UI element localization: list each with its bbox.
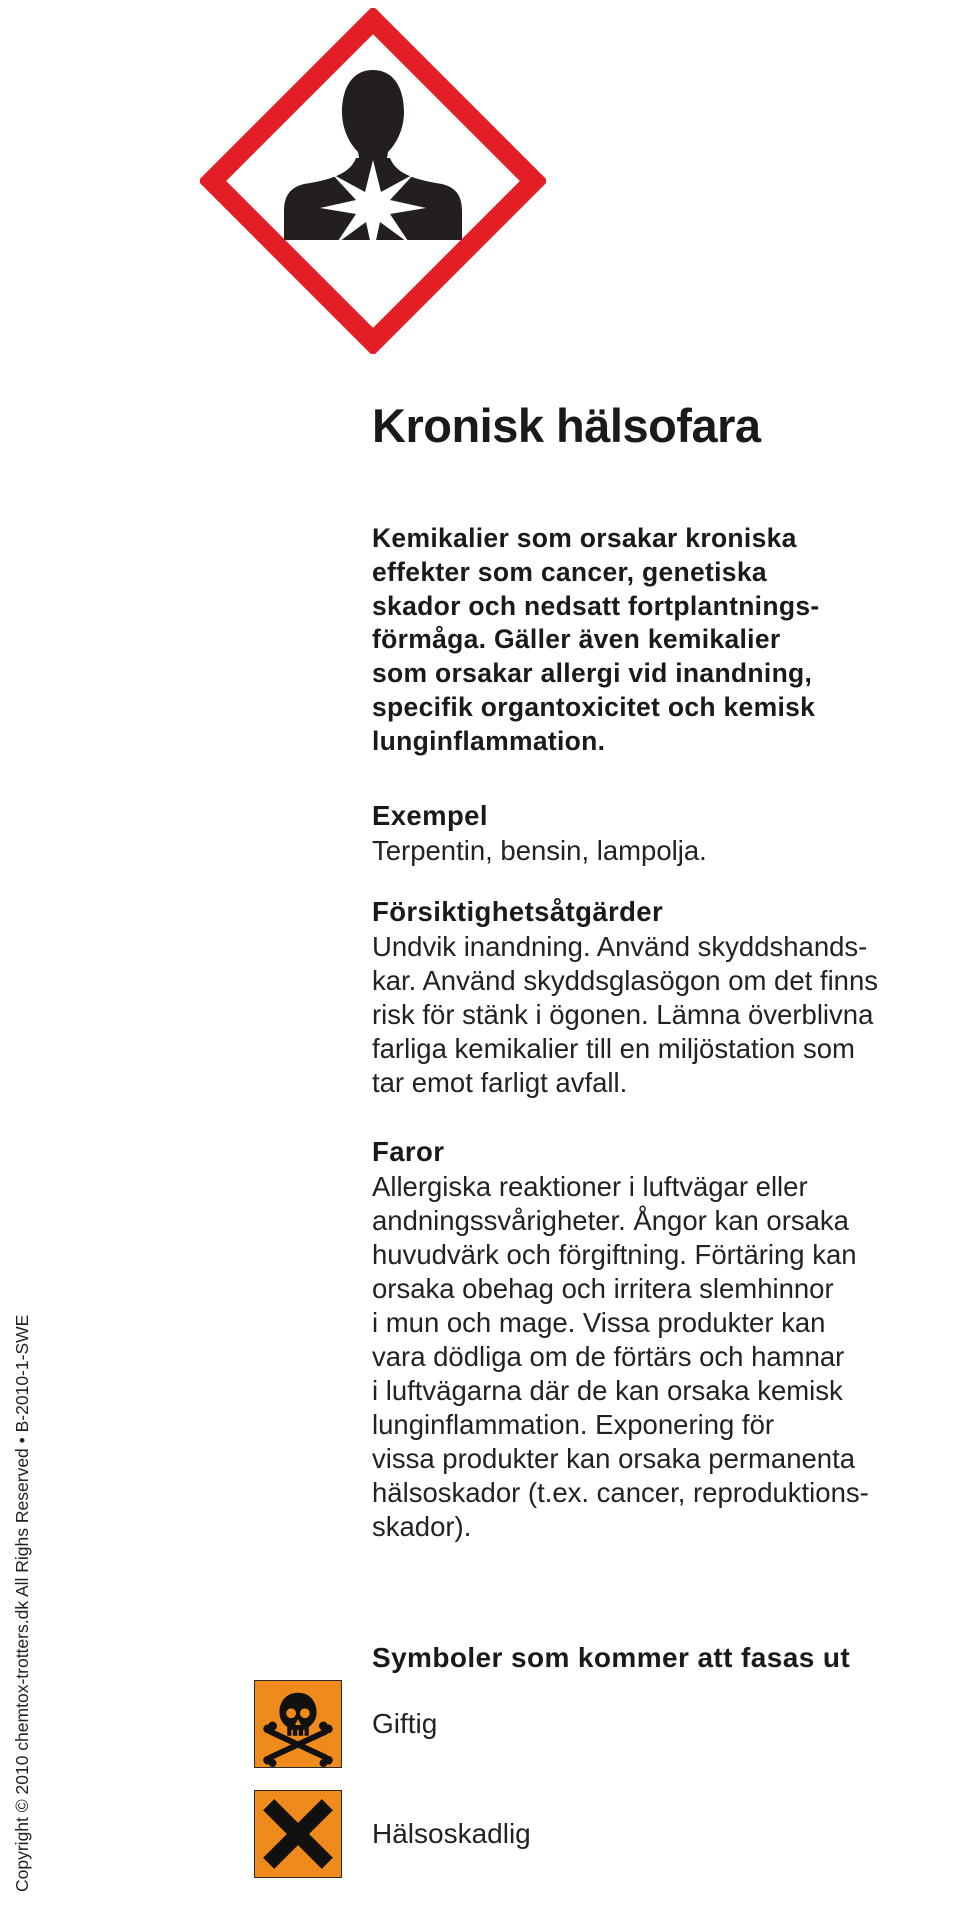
faror-line: vissa produkter kan orsaka permanenta xyxy=(372,1443,856,1474)
faror-line: lunginflammation. Exponering för xyxy=(372,1409,775,1440)
symbol-label-halsoskadlig: Hälsoskadlig xyxy=(372,1818,531,1849)
intro-line: specifik organtoxicitet och kemisk xyxy=(372,691,816,722)
copyright-text: Copyright © 2010 chemtox-trotters.dk All Righs Reserved • B-2010-1-SWE xyxy=(12,1314,32,1892)
forsiktighet-heading: Försiktighetsåtgärder xyxy=(372,896,664,927)
exempel-line: Terpentin, bensin, lampolja. xyxy=(372,835,707,866)
intro-line: skador och nedsatt fortplantnings- xyxy=(372,590,820,621)
faror-line: hälsoskador (t.ex. cancer, reproduktions- xyxy=(372,1477,869,1508)
forsiktighet-line: risk för stänk i ögonen. Lämna överblivna xyxy=(372,999,874,1030)
intro-paragraph xyxy=(372,522,952,759)
exempel-heading: Exempel xyxy=(372,800,488,831)
forsiktighet-line: kar. Använd skyddsglasögon om det finns xyxy=(372,965,879,996)
faror-line: Allergiska reaktioner i luftvägar eller xyxy=(372,1171,808,1202)
symbol-label-giftig: Giftig xyxy=(372,1708,438,1739)
faror-line: huvudvärk och förgiftning. Förtäring kan xyxy=(372,1239,857,1270)
faror-line: skador). xyxy=(372,1511,472,1542)
health-hazard-pictogram-icon xyxy=(200,8,546,354)
faror-line: i luftvägarna där de kan orsaka kemisk xyxy=(372,1375,843,1406)
page-title: Kronisk hälsofara xyxy=(372,399,761,452)
phaseout-heading: Symboler som kommer att fasas ut xyxy=(372,1642,851,1673)
intro-line: lunginflammation. xyxy=(372,725,606,756)
intro-line: effekter som cancer, genetiska xyxy=(372,556,767,587)
forsiktighet-line: Undvik inandning. Använd skyddshands- xyxy=(372,931,868,962)
faror-line: orsaka obehag och irritera slemhinnor xyxy=(372,1273,834,1304)
exempel-body xyxy=(372,834,952,868)
faror-line: i mun och mage. Vissa produkter kan xyxy=(372,1307,826,1338)
forsiktighet-body xyxy=(372,930,952,1100)
forsiktighet-line: tar emot farligt avfall. xyxy=(372,1067,628,1098)
faror-heading: Faror xyxy=(372,1136,445,1167)
faror-body xyxy=(372,1170,952,1544)
x-cross-icon xyxy=(254,1790,342,1878)
skull-crossbones-icon xyxy=(254,1680,342,1768)
intro-line: som orsakar allergi vid inandning, xyxy=(372,658,813,689)
intro-line: förmåga. Gäller även kemikalier xyxy=(372,624,781,655)
faror-line: andningssvårigheter. Ångor kan orsaka xyxy=(372,1205,849,1236)
faror-line: vara dödliga om de förtärs och hamnar xyxy=(372,1341,845,1372)
forsiktighet-line: farliga kemikalier till en miljöstation som xyxy=(372,1033,855,1064)
intro-line: Kemikalier som orsakar kroniska xyxy=(372,523,797,553)
